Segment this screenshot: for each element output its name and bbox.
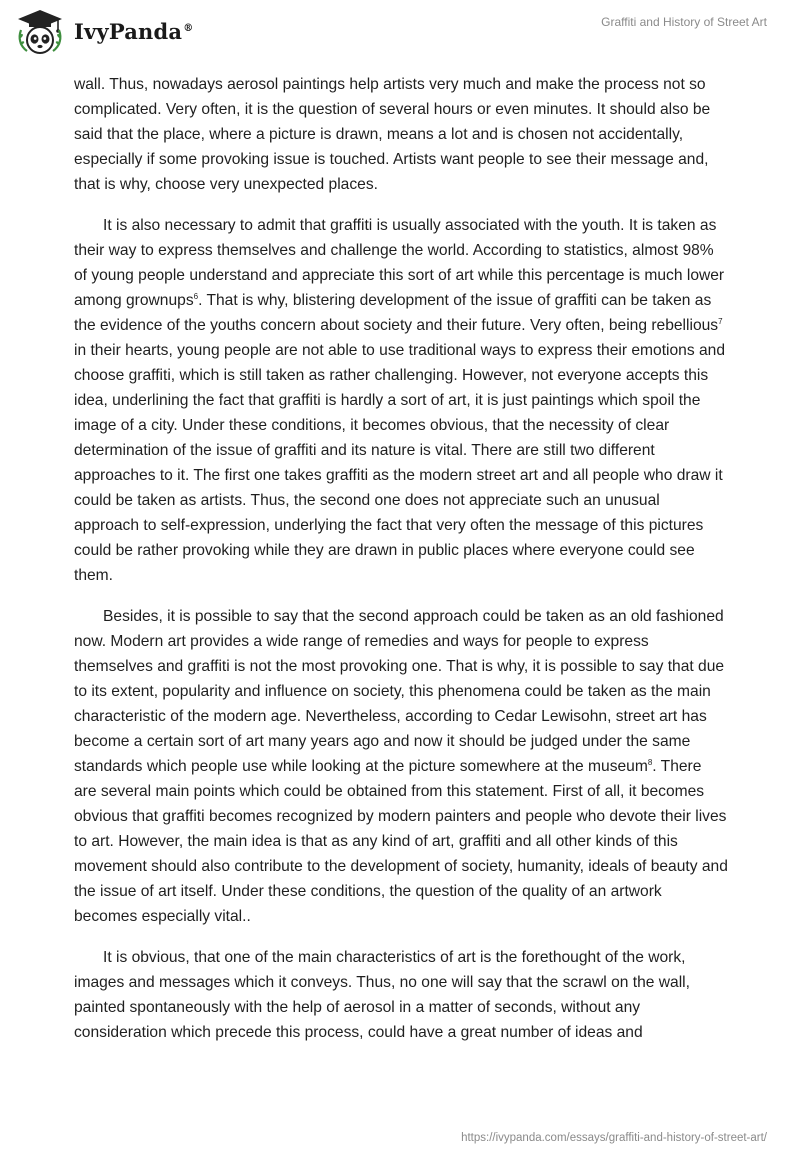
essay-body — [74, 72, 728, 1061]
paragraph-1: wall. Thus, nowadays aerosol paintings help artists very much and make the process not so complicated. Very often, it is the question of several hours or even minutes. It should also be said that the place, where a picture is drawn, means a lot and is chosen not accidentally, especially if some provoking issue is touched. Artists want people to see their message and, that is why, choose very unexpected places. — [74, 76, 711, 193]
paragraph-4: It is obvious, that one of the main characteristics of art is the forethought of the work, images and messages which it conveys. Thus, no one will say that the scrawl on the wall, painted spontaneously with the help of aerosol in a matter of seconds, without any consideration which precede this process, could have a great number of ideas and — [74, 949, 690, 1041]
page-header — [0, 0, 800, 70]
document-title: Graffiti and History of Street Art — [601, 15, 767, 29]
brand-name: IvyPanda® — [74, 18, 194, 44]
footnote-ref-6[interactable]: 6 — [193, 291, 199, 301]
paragraph-3: Besides, it is possible to say that the second approach could be taken as an old fashioned now. Modern art provides a wide range of remedies and ways for people to express themselves and graffiti is not the most provoking one. That is why, it is possible to say that due to its extent, popularity and influence on society, this phenomena could be taken as the main characteristic of the modern age. Nevertheless, according to Cedar Lewisohn, street art has become a certain sort of art many years ago and now it should be judged under the same standards which people use while looking at the picture somewhere at the museum$^8$. There are several main points which could be obtained from this statement. First of all, it becomes obvious that graffiti becomes recognized by modern painters and people who devote their lives to art. However, the main idea is that as any kind of art, graffiti and all other kinds of this movement should also contribute to the development of society, humanity, ideals of beauty and the issue of art itself. Under these conditions, the question of the quality of an artwork becomes especially vital.. — [74, 608, 728, 925]
ivypanda-logo[interactable] — [14, 8, 193, 56]
panda-graduation-cap-icon — [14, 8, 66, 56]
footnote-ref-7[interactable]: 7 — [718, 316, 723, 326]
source-url[interactable]: https://ivypanda.com/essays/graffiti-and-history-of-street-art/ — [461, 1132, 767, 1144]
paragraph-2: It is also necessary to admit that graffiti is usually associated with the youth. It is taken as their way to express themselves and challenge the world. According to statistics, almost 98% of young people understand and appreciate this sort of art while this percentage is much lower among grownups$^6$. That is why, blistering development of the issue of graffiti can be taken as the evidence of the youths concern about society and their future. Very often, being rebellious$^7$ in their hearts, young people are not able to use traditional ways to express their emotions and choose graffiti, which is still taken as rather challenging. However, not everyone accepts this idea, underlining the fact that graffiti is hardly a sort of art, it is just paintings which spoil the image of a city. Under these conditions, it becomes obvious, that the necessity of clear determination of the issue of graffiti and its nature is vital. There are still two different approaches to it. The first one takes graffiti as the modern street art and all people who draw it could be taken as artists. Thus, the second one does not appreciate such an unusual approach to self-expression, underlying the fact that very often the message of this pictures could be rather provoking while they are drawn in public places where everyone could see them. — [74, 217, 725, 584]
footnote-ref-8[interactable]: 8 — [647, 757, 653, 767]
